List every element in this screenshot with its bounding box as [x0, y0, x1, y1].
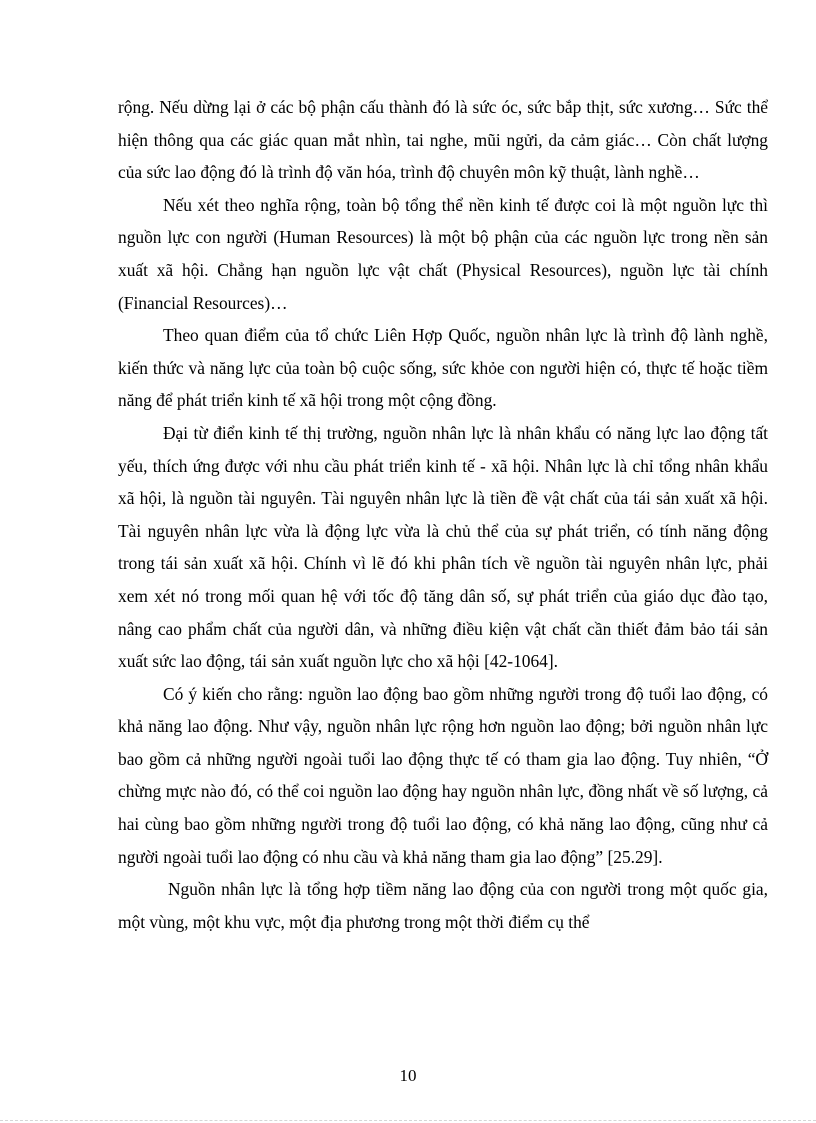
page-bottom-edge — [0, 1120, 816, 1121]
page-number: 10 — [399, 1066, 417, 1085]
paragraph-labor-source: Có ý kiến cho rằng: nguồn lao động bao gồm những người trong độ tuổi lao động, có khả năng lao động. Như vậy, nguồn nhân lực rộng hơn nguồn lao động; bởi nguồn nhân lực bao gồm cả những người ngoài tuổi lao động thực tế có tham gia lao động. Tuy nhiên, “Ở chừng mực nào đó, có thể coi nguồn lao động hay nguồn nhân lực, đồng nhất về số lượng, cả hai cùng bao gồm những người trong độ tuổi lao động, có khả năng lao động, cũng như cả người ngoài tuổi lao động có nhu cầu và khả năng tham gia lao động” [25.29]. — [118, 683, 768, 867]
paragraph-market-dictionary: Đại từ điển kinh tế thị trường, nguồn nhân lực là nhân khẩu có năng lực lao động tất yếu, thích ứng được với nhu cầu phát triển kinh tế - xã hội. Nhân lực là chỉ tổng nhân khẩu xã hội, là nguồn tài nguyên. Tài nguyên nhân lực là tiền đề vật chất của tái sản xuất xã hội. Tài nguyên nhân lực vừa là động lực vừa là chủ thể của sự phát triển, có tính năng động trong tái sản xuất xã hội. Chính vì lẽ đó khi phân tích về nguồn tài nguyên nhân lực, phải xem xét nó trong mối quan hệ với tốc độ tăng dân số, sự phát triển của giáo dục đào tạo, nâng cao phẩm chất của người dân, và những điều kiện vật chất cần thiết đảm bảo tái sản xuất sức lao động, tái sản xuất nguồn lực cho xã hội [42-1064]. — [118, 422, 768, 672]
paragraph-human-resources-summary: Nguồn nhân lực là tổng hợp tiềm năng lao động của con người trong một quốc gia, một vùng, một khu vực, một địa phương trong một thời điểm cụ thể — [118, 879, 768, 932]
paragraph-un-definition: Theo quan điểm của tổ chức Liên Hợp Quốc, nguồn nhân lực là trình độ lành nghề, kiến thức và năng lực của toàn bộ cuộc sống, sức khỏe con người hiện có, thực tế hoặc tiềm năng để phát triển kinh tế xã hội trong một cộng đồng. — [118, 325, 768, 411]
paragraph-broad-definition: Nếu xét theo nghĩa rộng, toàn bộ tổng thể nền kinh tế được coi là một nguồn lực thì nguồn lực con người (Human Resources) là một bộ phận của các nguồn lực trong nền sản xuất xã hội. Chẳng hạn nguồn lực vật chất (Physical Resources), nguồn lực tài chính (Financial Resources)… — [118, 194, 768, 313]
paragraph-continuation: rộng. Nếu dừng lại ở các bộ phận cấu thành đó là sức óc, sức bắp thịt, sức xương… Sức thể hiện thông qua các giác quan mắt nhìn, tai nghe, mũi ngửi, da cảm giác… Còn chất lượng của sức lao động đó là trình độ văn hóa, trình độ chuyên môn kỹ thuật, lành nghề… — [118, 97, 768, 183]
body-text — [118, 91, 768, 938]
